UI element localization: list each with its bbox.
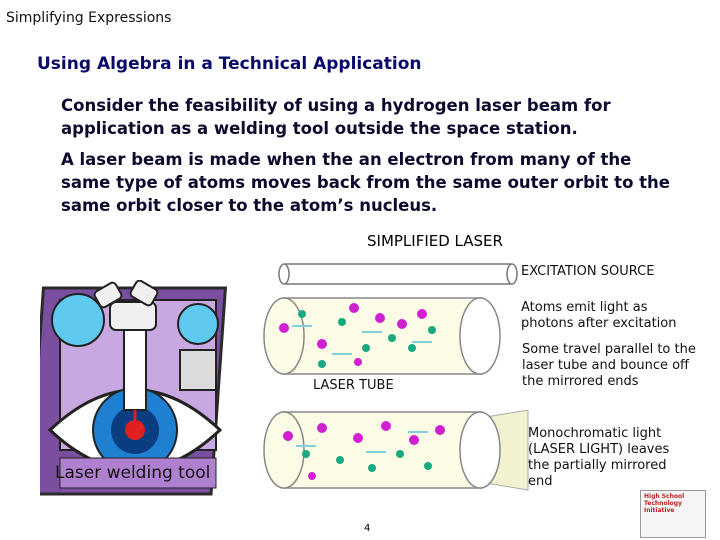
label-travel-parallel: Some travel parallel to the laser tube and bounce off the mirrored ends — [522, 342, 696, 389]
page-number: 4 — [364, 523, 371, 534]
slide-subtitle: Using Algebra in a Technical Application — [37, 54, 422, 74]
label-monochromatic-light: Monochromatic light (LASER LIGHT) leaves the partially mirrored end — [528, 426, 670, 489]
slide-header: Simplifying Expressions — [6, 10, 172, 26]
laser-tube-lower — [262, 410, 532, 494]
paragraph-laser-explanation: A laser beam is made when the an electron from many of the same type of atoms moves back from the same outer orbit to the same orbit closer to the atom’s nucleus. — [61, 150, 670, 215]
diagram-title: SIMPLIFIED LASER — [367, 232, 503, 250]
caption-laser-welding-tool: Laser welding tool — [55, 463, 211, 483]
laser-tube-upper — [262, 296, 502, 376]
paragraph-feasibility: Consider the feasibility of using a hydrogen laser beam for application as a welding tool outside the space station. — [61, 96, 611, 138]
school-logo — [640, 490, 706, 538]
label-laser-tube: LASER TUBE — [313, 378, 394, 393]
excitation-source-rod — [276, 262, 520, 286]
label-excitation-source: EXCITATION SOURCE — [521, 264, 655, 279]
label-atoms-emit: Atoms emit light as photons after excitation — [521, 300, 677, 331]
logo-text: High School Technology Initiative — [644, 493, 685, 514]
